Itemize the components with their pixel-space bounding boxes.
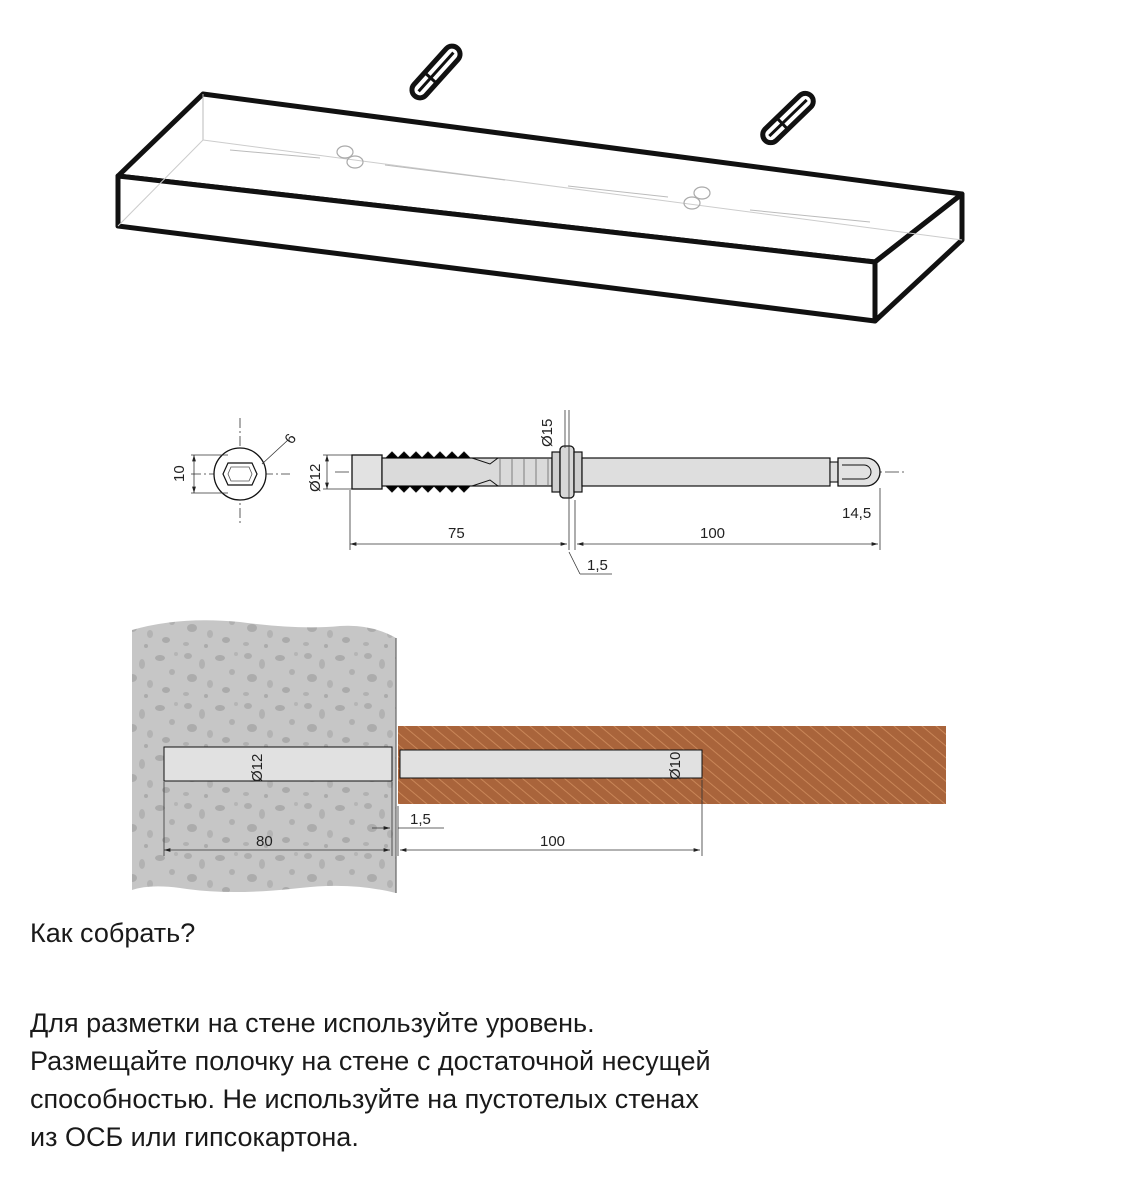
dim-collar-thickness: 1,5	[587, 557, 608, 574]
dim-wall-depth: 80	[256, 833, 273, 850]
dim-hex-size: 6	[281, 430, 301, 448]
dim-hook-width: 14,5	[842, 505, 872, 522]
instruction-line: из ОСБ или гипсокартона.	[30, 1122, 359, 1152]
instructions-text	[30, 1004, 1110, 1156]
dowel-end-view	[191, 418, 290, 526]
dim-collar-diameter: Ø15	[539, 418, 556, 447]
dowel-dimension-lines	[350, 410, 880, 574]
dim-sleeve-length: 75	[448, 525, 465, 542]
instruction-line: Для разметки на стене используйте уровень.	[30, 1008, 595, 1038]
instructions-heading: Как собрать?	[30, 918, 196, 948]
dowel-icon-left	[409, 43, 464, 101]
dowel-icon-right	[759, 90, 816, 146]
dim-shelf-depth: 100	[540, 833, 566, 850]
dim-head-height: 10	[171, 465, 188, 482]
shelf-isometric	[118, 94, 962, 321]
instruction-line: Размещайте полочку на стене с достаточной несущей	[30, 1046, 711, 1076]
dim-gap: 1,5	[410, 811, 431, 828]
dim-wall-hole-diameter: Ø12	[249, 753, 266, 782]
dowel-in-section	[164, 747, 702, 781]
dim-rod-length: 100	[700, 525, 726, 542]
dowel-side-view	[323, 446, 905, 498]
instruction-line: способностью. Не используйте на пустотелых стенах	[30, 1084, 699, 1114]
dim-sleeve-diameter: Ø12	[307, 463, 324, 492]
dim-shelf-hole-diameter: Ø10	[667, 751, 684, 780]
